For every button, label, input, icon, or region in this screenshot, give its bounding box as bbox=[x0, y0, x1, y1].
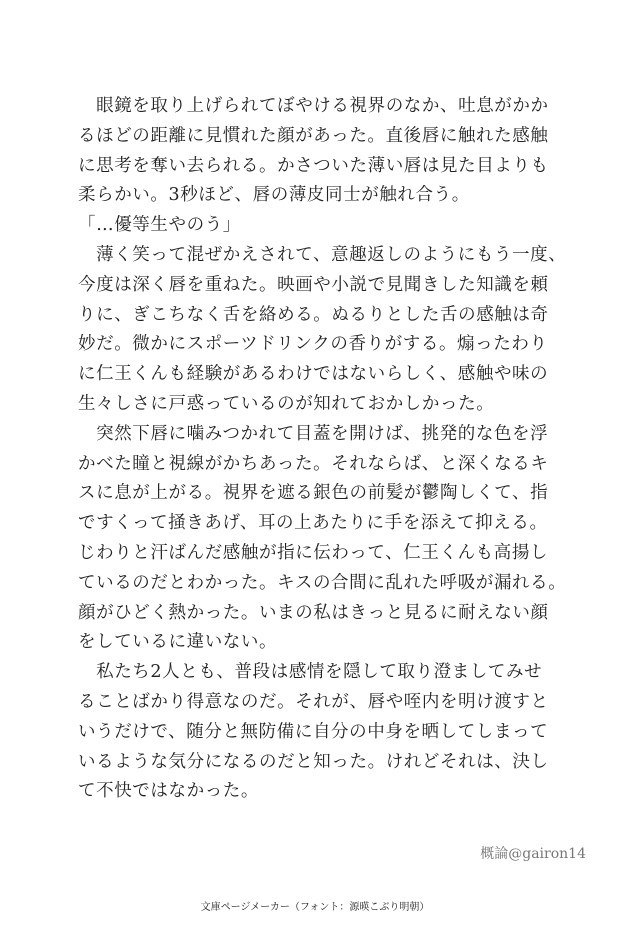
text-line: 生々しさに戸惑っているのが知れておかしかった。 bbox=[78, 393, 495, 414]
text-line: に思考を奪い去られる。かさついた薄い唇は見た目よりも bbox=[78, 155, 549, 176]
footer-caption: 文庫ページメーカー（フォント：源暎こぶり明朝） bbox=[200, 902, 430, 913]
text-line: 今度は深く唇を重ねた。映画や小説で見聞きした知識を頼 bbox=[78, 274, 549, 295]
text-line: 妙だ。微かにスポーツドリンクの香りがする。煽ったわり bbox=[78, 334, 548, 355]
text-line: かべた瞳と視線がかちあった。それならば、と深くなるキ bbox=[78, 453, 549, 474]
text-line: いるような気分になるのだと知った。けれどそれは、決し bbox=[78, 751, 549, 772]
text-line: スに息が上がる。視界を遮る銀色の前髪が鬱陶しくて、指 bbox=[78, 483, 549, 504]
text-line: いうだけで、随分と無防備に自分の中身を晒してしまって bbox=[78, 721, 549, 742]
text-line: 私たち2人とも、普段は感情を隠して取り澄ましてみせ bbox=[78, 662, 543, 683]
text-line: るほどの距離に見慣れた顔があった。直後唇に触れた感触 bbox=[78, 125, 549, 146]
text-line: に仁王くんも経験があるわけではないらしく、感触や味の bbox=[78, 364, 549, 385]
text-line: ることばかり得意なのだ。それが、唇や咥内を明け渡すと bbox=[78, 691, 549, 712]
text-line: ですくって掻きあげ、耳の上あたりに手を添えて抑える。 bbox=[78, 513, 548, 534]
text-line: をしているに違いない。 bbox=[78, 632, 278, 653]
text-line: 眼鏡を取り上げられてぼやける視界のなか、吐息がかか bbox=[78, 96, 549, 116]
text-line: て不快ではなかった。 bbox=[78, 781, 259, 802]
author-credit: 概論@gairon14 bbox=[480, 846, 586, 862]
text-line: 突然下唇に噛みつかれて目蓋を開けば、挑発的な色を浮 bbox=[78, 423, 549, 444]
text-line: りに、ぎこちなく舌を絡める。ぬるりとした舌の感触は奇 bbox=[78, 304, 549, 325]
text-line: 柔らかい。3秒ほど、唇の薄皮同士が触れ合う。 bbox=[78, 185, 470, 206]
text-line: 薄く笑って混ぜかえされて、意趣返しのようにもう一度、 bbox=[78, 244, 567, 265]
text-line: じわりと汗ばんだ感触が指に伝わって、仁王くんも高揚し bbox=[78, 542, 549, 563]
text-line: 顔がひどく熱かった。いまの私はきっと見るに耐えない顔 bbox=[78, 602, 549, 623]
text-line: 「…優等生やのう」 bbox=[78, 215, 241, 236]
body-text bbox=[78, 92, 567, 807]
text-line: ているのだとわかった。キスの合間に乱れた呼吸が漏れる。 bbox=[78, 572, 567, 593]
